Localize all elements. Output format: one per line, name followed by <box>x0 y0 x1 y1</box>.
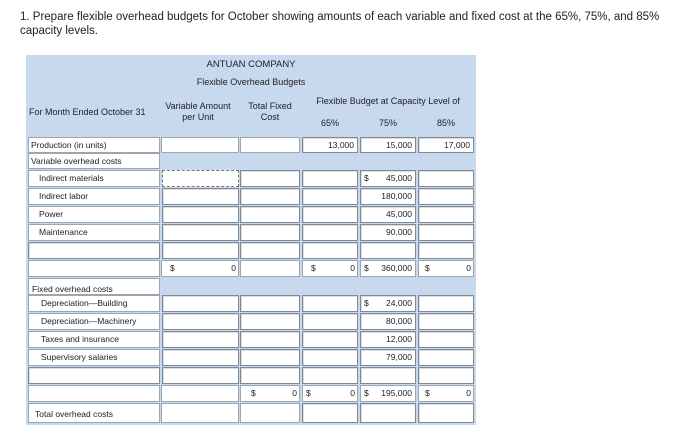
fix-total-75-dollar: $ <box>364 388 369 398</box>
fix-total-85-cell <box>418 385 474 402</box>
fixed-header-1: Total Fixed <box>248 101 292 111</box>
ti-75-value: 12,000 <box>386 334 412 344</box>
im-65-input[interactable] <box>302 170 358 187</box>
var-costs-label-cell <box>28 153 160 169</box>
db-75-dollar: $ <box>364 298 369 308</box>
dm-var-input[interactable] <box>162 313 239 330</box>
ti-65-input[interactable] <box>302 331 358 348</box>
production-label-cell <box>28 137 160 153</box>
fix-blank-85-input[interactable] <box>418 367 474 384</box>
power-cell <box>28 206 160 223</box>
units-85: 17,000 <box>444 140 470 150</box>
ss-fixed-input[interactable] <box>240 349 300 366</box>
dep-building-cell <box>28 295 160 312</box>
fix-blank-75-input[interactable] <box>360 367 416 384</box>
fix-total-label-cell <box>28 385 160 402</box>
variable-header-1: Variable Amount <box>165 101 231 111</box>
mt-85-input[interactable] <box>418 224 474 241</box>
mt-75-value: 90,000 <box>386 227 412 237</box>
db-var-input[interactable] <box>162 295 239 312</box>
pw-75-cell <box>360 206 416 223</box>
fix-total-85-zero: 0 <box>466 388 471 398</box>
var-blank-var-input[interactable] <box>162 242 239 259</box>
ss-75-cell <box>360 349 416 366</box>
il-fixed-input[interactable] <box>240 188 300 205</box>
production-var-cell <box>161 137 239 153</box>
fix-total-fixed-dollar: $ <box>251 388 256 398</box>
fix-blank-65-input[interactable] <box>302 367 358 384</box>
var-total-var-zero: 0 <box>231 263 236 273</box>
dm-75-cell <box>360 313 416 330</box>
indirect-materials-cell <box>28 170 160 187</box>
il-75-value: 180,000 <box>381 191 412 201</box>
im-85-input[interactable] <box>418 170 474 187</box>
dep-building-label: Depreciation—Building <box>41 298 128 308</box>
dep-machinery-cell <box>28 313 160 330</box>
indirect-labor-label: Indirect labor <box>39 191 89 201</box>
fix-total-var-cell <box>161 385 239 402</box>
fixed-costs-label-cell <box>28 278 160 295</box>
dm-85-input[interactable] <box>418 313 474 330</box>
db-75-value: 24,000 <box>386 298 412 308</box>
mt-65-input[interactable] <box>302 224 358 241</box>
im-75-value: 45,000 <box>386 173 412 183</box>
var-costs-label: Variable overhead costs <box>31 156 122 166</box>
total-var-cell <box>161 403 239 423</box>
power-label: Power <box>39 209 64 219</box>
units-85-cell <box>418 137 474 153</box>
var-total-65-zero: 0 <box>350 263 355 273</box>
fix-total-65-dollar: $ <box>306 388 311 398</box>
mt-fixed-input[interactable] <box>240 224 300 241</box>
il-65-input[interactable] <box>302 188 358 205</box>
maintenance-label: Maintenance <box>39 227 88 237</box>
il-75-cell <box>360 188 416 205</box>
cap-85-header: 85% <box>436 118 455 128</box>
ti-75-cell <box>360 331 416 348</box>
supervisory-label: Supervisory salaries <box>41 352 118 362</box>
production-label: Production (in units) <box>31 140 107 150</box>
var-blank-85-input[interactable] <box>418 242 474 259</box>
var-total-75-cell <box>360 260 416 277</box>
units-65-cell <box>302 137 358 153</box>
total-fixed-cell <box>240 403 300 423</box>
pw-85-input[interactable] <box>418 206 474 223</box>
units-75-cell <box>360 137 416 153</box>
dep-machinery-label: Depreciation—Machinery <box>41 316 137 326</box>
pw-75-value: 45,000 <box>386 209 412 219</box>
dm-75-value: 80,000 <box>386 316 412 326</box>
total-overhead-label: Total overhead costs <box>35 409 113 419</box>
pw-var-input[interactable] <box>162 206 239 223</box>
fix-total-85-dollar: $ <box>425 388 430 398</box>
fixed-costs-label: Fixed overhead costs <box>32 284 113 294</box>
ss-85-input[interactable] <box>418 349 474 366</box>
dm-65-input[interactable] <box>302 313 358 330</box>
indirect-labor-cell <box>28 188 160 205</box>
ss-65-input[interactable] <box>302 349 358 366</box>
var-total-var-dollar: $ <box>170 263 175 273</box>
mt-75-cell <box>360 224 416 241</box>
ss-75-value: 79,000 <box>386 352 412 362</box>
db-65-input[interactable] <box>302 295 358 312</box>
maintenance-cell <box>28 224 160 241</box>
total-75-input[interactable] <box>360 403 416 423</box>
total-65-input[interactable] <box>302 403 358 423</box>
var-total-85-cell <box>418 260 474 277</box>
im-fixed-input[interactable] <box>240 170 300 187</box>
var-total-85-dollar: $ <box>425 263 430 273</box>
var-total-65-cell <box>302 260 358 277</box>
fix-total-65-zero: 0 <box>350 388 355 398</box>
cap-75-header: 75% <box>378 118 397 128</box>
cap-65-header: 65% <box>320 118 339 128</box>
var-blank-65-input[interactable] <box>302 242 358 259</box>
ss-var-input[interactable] <box>162 349 239 366</box>
units-75: 15,000 <box>386 140 412 150</box>
var-blank-label-input[interactable] <box>28 242 160 259</box>
mt-var-input[interactable] <box>162 224 239 241</box>
flexible-budget-table <box>26 55 476 425</box>
taxes-label: Taxes and insurance <box>41 334 119 344</box>
var-blank-75-input[interactable] <box>360 242 416 259</box>
flex-header: Flexible Budget at Capacity Level of <box>316 96 460 106</box>
supervisory-cell <box>28 349 160 366</box>
total-85-input[interactable] <box>418 403 474 423</box>
var-total-75-value: 360,000 <box>381 263 412 273</box>
instruction-text: 1. Prepare flexible overhead budgets for October showing amounts of each variable and fixed cost at the 65%, 75%, and 85% capacity levels. <box>20 11 660 37</box>
var-total-85-zero: 0 <box>466 263 471 273</box>
fix-total-fixed-zero: 0 <box>292 388 297 398</box>
il-var-input[interactable] <box>162 188 239 205</box>
fix-blank-label-input[interactable] <box>28 367 160 384</box>
db-fixed-input[interactable] <box>240 295 300 312</box>
pw-65-input[interactable] <box>302 206 358 223</box>
variable-header-2: per Unit <box>182 112 214 122</box>
fix-blank-fixed-input[interactable] <box>240 367 300 384</box>
units-65: 13,000 <box>328 140 354 150</box>
var-blank-fixed-input[interactable] <box>240 242 300 259</box>
fix-total-75-value: 195,000 <box>381 388 412 398</box>
company-name: ANTUAN COMPANY <box>206 59 296 70</box>
production-fixed-cell <box>240 137 300 153</box>
im-var-input[interactable] <box>162 170 239 187</box>
table-subtitle: Flexible Overhead Budgets <box>196 77 306 87</box>
im-75-dollar: $ <box>364 173 369 183</box>
ti-var-input[interactable] <box>162 331 239 348</box>
ti-fixed-input[interactable] <box>240 331 300 348</box>
var-total-65-dollar: $ <box>311 263 316 273</box>
taxes-cell <box>28 331 160 348</box>
db-75-cell <box>360 295 416 312</box>
fix-blank-var-input[interactable] <box>162 367 239 384</box>
var-total-fixed-cell <box>240 260 300 277</box>
db-85-input[interactable] <box>418 295 474 312</box>
im-75-cell <box>360 170 416 187</box>
il-85-input[interactable] <box>418 188 474 205</box>
fix-total-65-cell <box>302 385 358 402</box>
pw-fixed-input[interactable] <box>240 206 300 223</box>
var-total-var-cell <box>161 260 239 277</box>
var-total-label-cell <box>28 260 160 277</box>
fixed-header-2: Cost <box>260 112 280 122</box>
fix-total-75-cell <box>360 385 416 402</box>
dm-fixed-input[interactable] <box>240 313 300 330</box>
period-header: For Month Ended October 31 <box>29 107 146 117</box>
total-overhead-cell <box>28 403 160 423</box>
var-total-75-dollar: $ <box>364 263 369 273</box>
ti-85-input[interactable] <box>418 331 474 348</box>
indirect-materials-label: Indirect materials <box>39 173 104 183</box>
fix-total-fixed-cell <box>240 385 300 402</box>
